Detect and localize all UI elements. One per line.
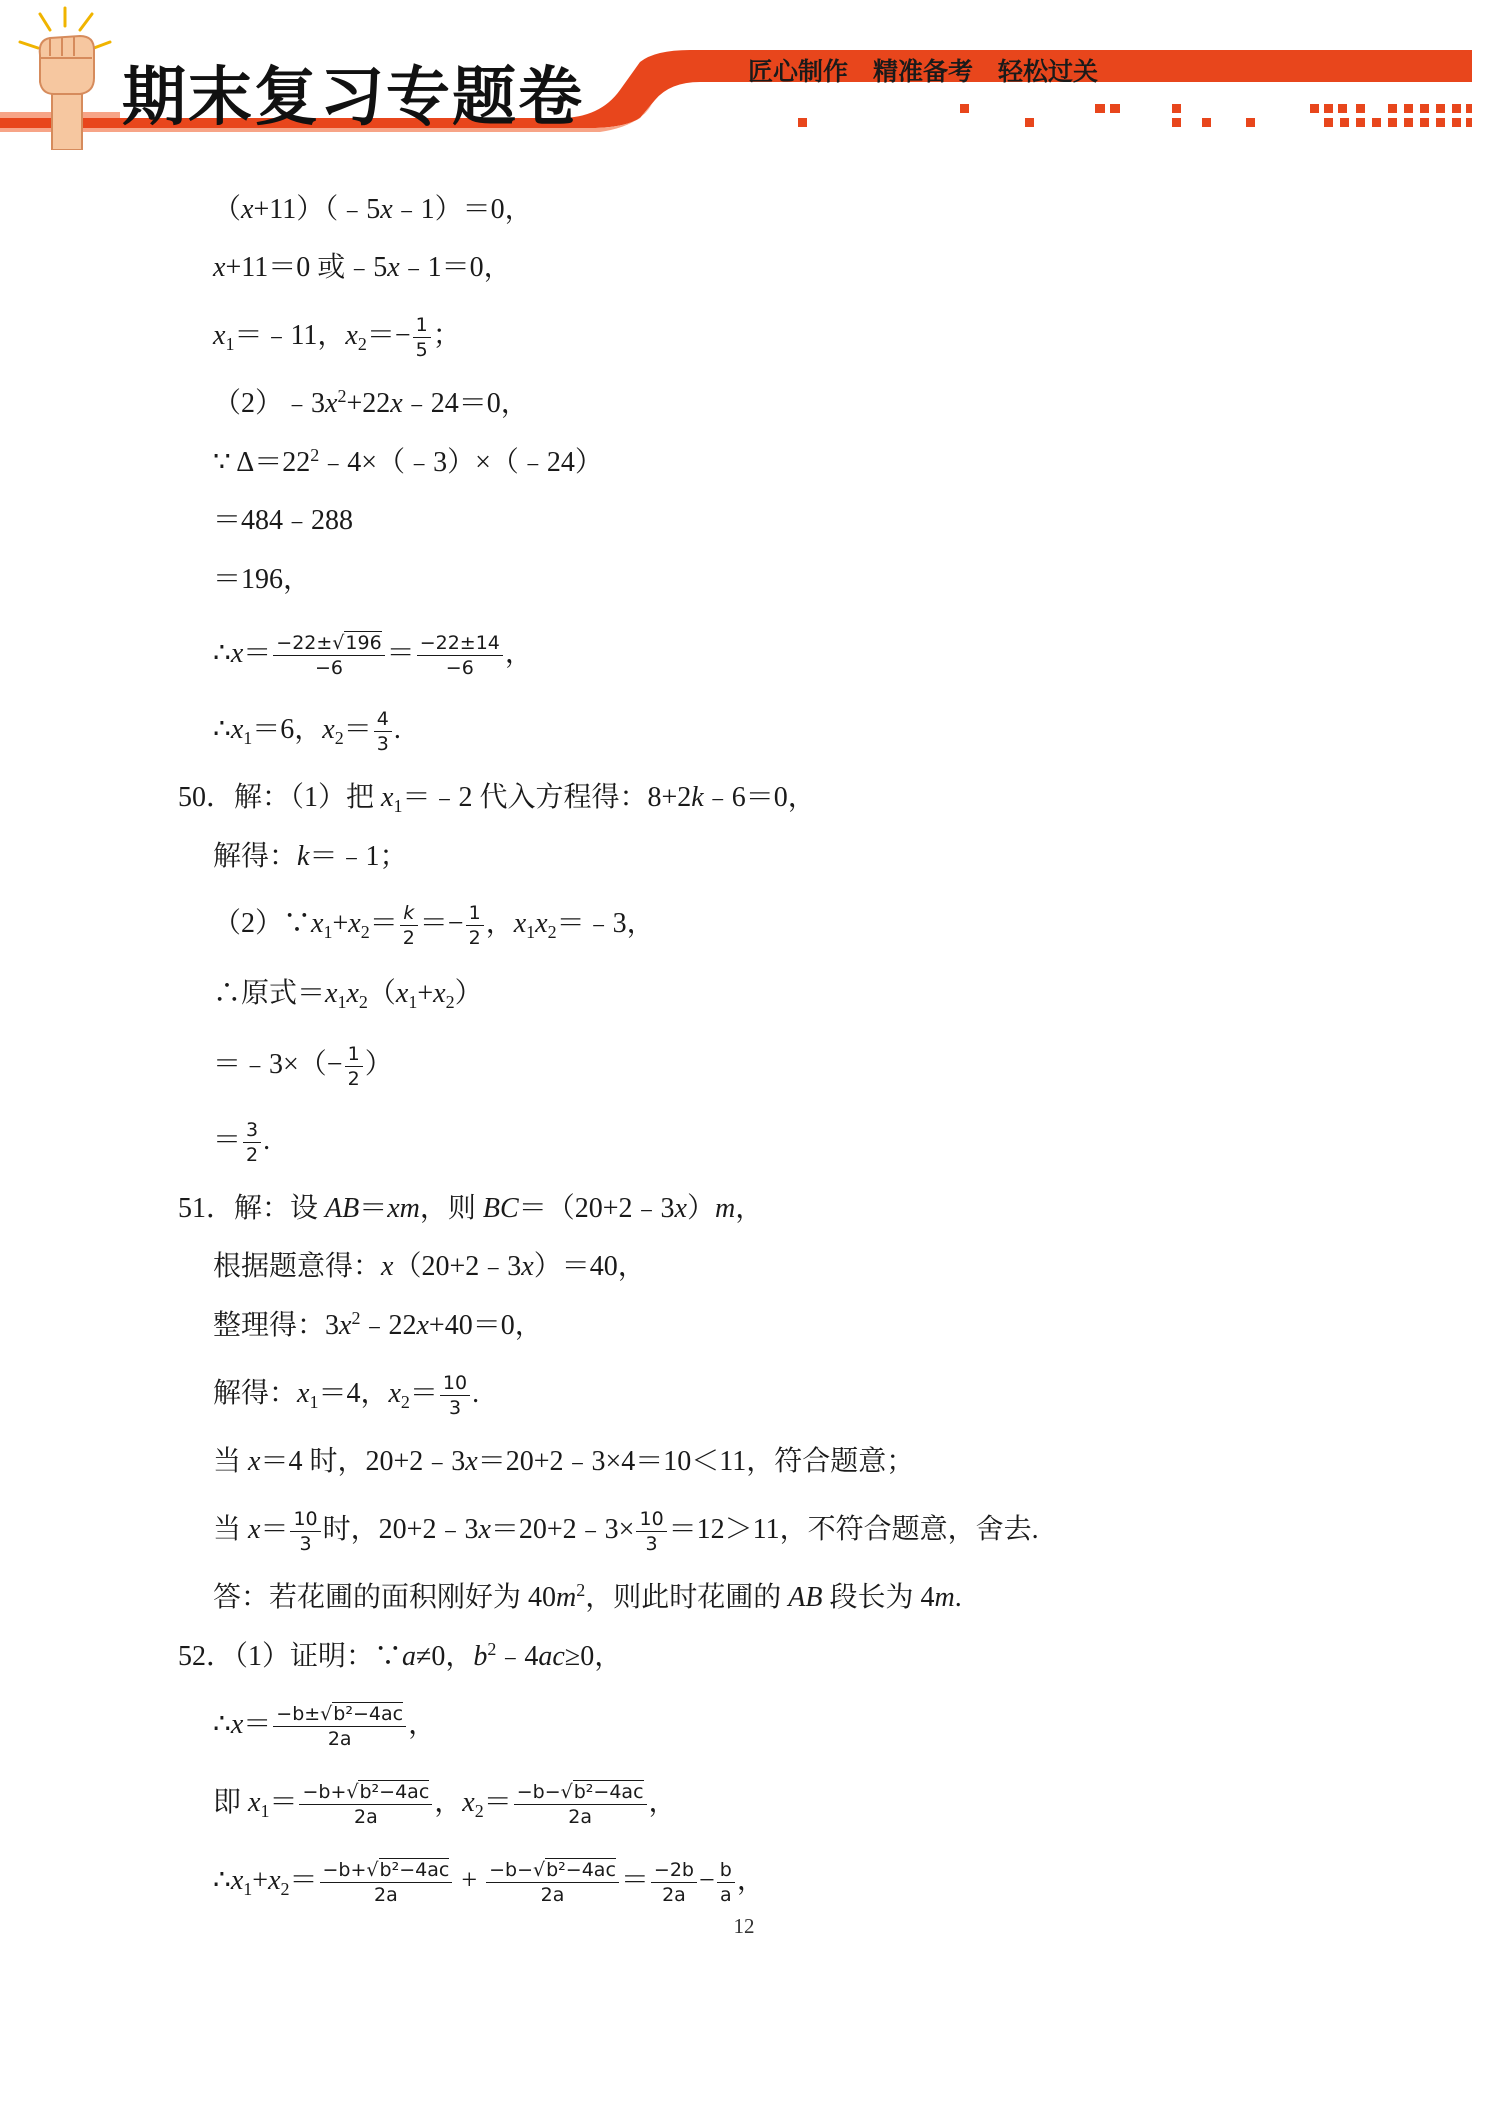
solution-line: ∴x＝ $\frac{\text{−b±√b²−4ac}}{2a}$ ， [213, 1703, 437, 1750]
solution-line: 50．解：（1）把 $x_1=﹣2$ 代入方程得：8+2k﹣6＝0， [178, 782, 816, 816]
solution-line: 即 $x_1=$ $\frac{\text{−b+√b²−4ac}}{2a}$ ，$x_2=$ $\frac{\text{−b−√b²−4ac}}{2a}$ ， [213, 1781, 677, 1828]
solution-line: $\therefore x_1=6$，$x_2=$ $\frac{4}{3}$ . [213, 708, 401, 755]
fist-icon [10, 0, 120, 150]
fraction: $\frac{-22\pm√196}{-6}$ [273, 631, 384, 680]
solution-line: x+11＝0 或﹣5x﹣1＝0， [213, 252, 512, 283]
solution-line: ＝196， [213, 564, 312, 595]
solution-line: 解得：$x_1=4$，$x_2=$ $\frac{10}{3}$ . [213, 1372, 480, 1419]
fraction: $\frac{k}{2}$ [400, 901, 418, 950]
solution-line: ＝﹣3×（− $\frac{1}{2}$ ） [213, 1043, 393, 1090]
solution-line: $\therefore x_1+x_2=$ $\frac{\text{−b+√b²−4ac}}{2a}$ + $\frac{\text{−b−√b²−4ac}}{2a}$ ＝ $\frac{-2b}{2a}$ − $\frac{b}{a}$ ， [213, 1859, 765, 1906]
solution-line: $(2)\because x_1+x_2=$ $\frac{k}{2}$ ＝− $\frac{1}{2}$ ，$x_1x_2=﹣3$， [213, 902, 655, 949]
fraction: $\frac{\text{−b+√b²−4ac}}{2a}$ [299, 1780, 432, 1829]
solution-line: （x+11）（﹣5x﹣1）＝0， [213, 194, 533, 225]
fraction: $\frac{b}{a}$ [717, 1858, 735, 1907]
solution-line: 52．（1）证明：∵a≠0，$b^2﹣4ac\ge 0$， [178, 1639, 623, 1672]
fraction: $\frac{-2b}{2a}$ [651, 1858, 697, 1907]
fraction: $\frac{\text{−b+√b²−4ac}}{2a}$ [320, 1858, 453, 1907]
solution-line: $x_1=﹣11$，$x_2=-$ $\frac{1}{5}$ ； [213, 314, 461, 361]
solution-line: ∴原式$=x_1x_2(x_1+x_2)$ [213, 978, 483, 1012]
fraction: $\frac{10}{3}$ [636, 1507, 666, 1556]
solution-line: 解得：k＝﹣1； [213, 841, 408, 872]
solution-line: ∵ $\Delta=22^2﹣4\times(﹣3)\times(﹣24)$ [213, 445, 603, 478]
fraction: $\frac{1}{5}$ [413, 313, 431, 362]
solution-line: ∴x＝ $\frac{-22\pm√196}{-6}$ ＝ $\frac{-22\pm 14}{-6}$ ， [213, 632, 533, 679]
solution-line: 根据题意得：x（20+2﹣3x）＝40， [213, 1251, 646, 1282]
fraction: $\frac{1}{2}$ [345, 1042, 363, 1091]
solution-line: ＝ $\frac{3}{2}$ . [213, 1119, 271, 1166]
solution-line: 当 x＝ $\frac{10}{3}$ 时，20+2﹣3x＝20+2﹣3× $\frac{10}{3}$ ＝12＞11，不符合题意，舍去. [213, 1508, 1039, 1555]
fraction: $\frac{4}{3}$ [374, 707, 392, 756]
fraction: $\frac{\text{−b−√b²−4ac}}{2a}$ [486, 1858, 619, 1907]
header-title: 期末复习专题卷 [122, 61, 584, 135]
solution-line: 当 x＝4 时，20+2﹣3x＝20+2﹣3×4＝10＜11，符合题意； [213, 1446, 915, 1477]
fraction: $\frac{-22\pm 14}{-6}$ [417, 631, 503, 680]
fraction: $\frac{\text{−b±√b²−4ac}}{2a}$ [273, 1702, 406, 1751]
fraction: $\frac{10}{3}$ [290, 1507, 320, 1556]
page-header [0, 0, 1488, 150]
solution-line: 整理得：$3x^2﹣22x+40=0$， [213, 1308, 543, 1341]
fraction: $\frac{\text{−b−√b²−4ac}}{2a}$ [514, 1780, 647, 1829]
fraction: $\frac{1}{2}$ [466, 901, 484, 950]
solution-line: 51．解：设 AB＝xm，则 BC＝（20+2﹣3x）m， [178, 1193, 764, 1224]
solution-line: $(2)﹣3x^2+22x﹣24=0$， [213, 386, 529, 419]
solution-line: ＝484﹣288 [213, 505, 354, 536]
solution-line: 答：若花圃的面积刚好为 $40m^2$，则此时花圃的 AB 段长为 4m. [213, 1580, 962, 1613]
fraction: $\frac{10}{3}$ [440, 1371, 470, 1420]
fraction: $\frac{3}{2}$ [243, 1118, 261, 1167]
page-number: 12 [733, 1914, 755, 1938]
header-slogan: 匠心制作 精准备考 轻松过关 [748, 57, 1099, 86]
